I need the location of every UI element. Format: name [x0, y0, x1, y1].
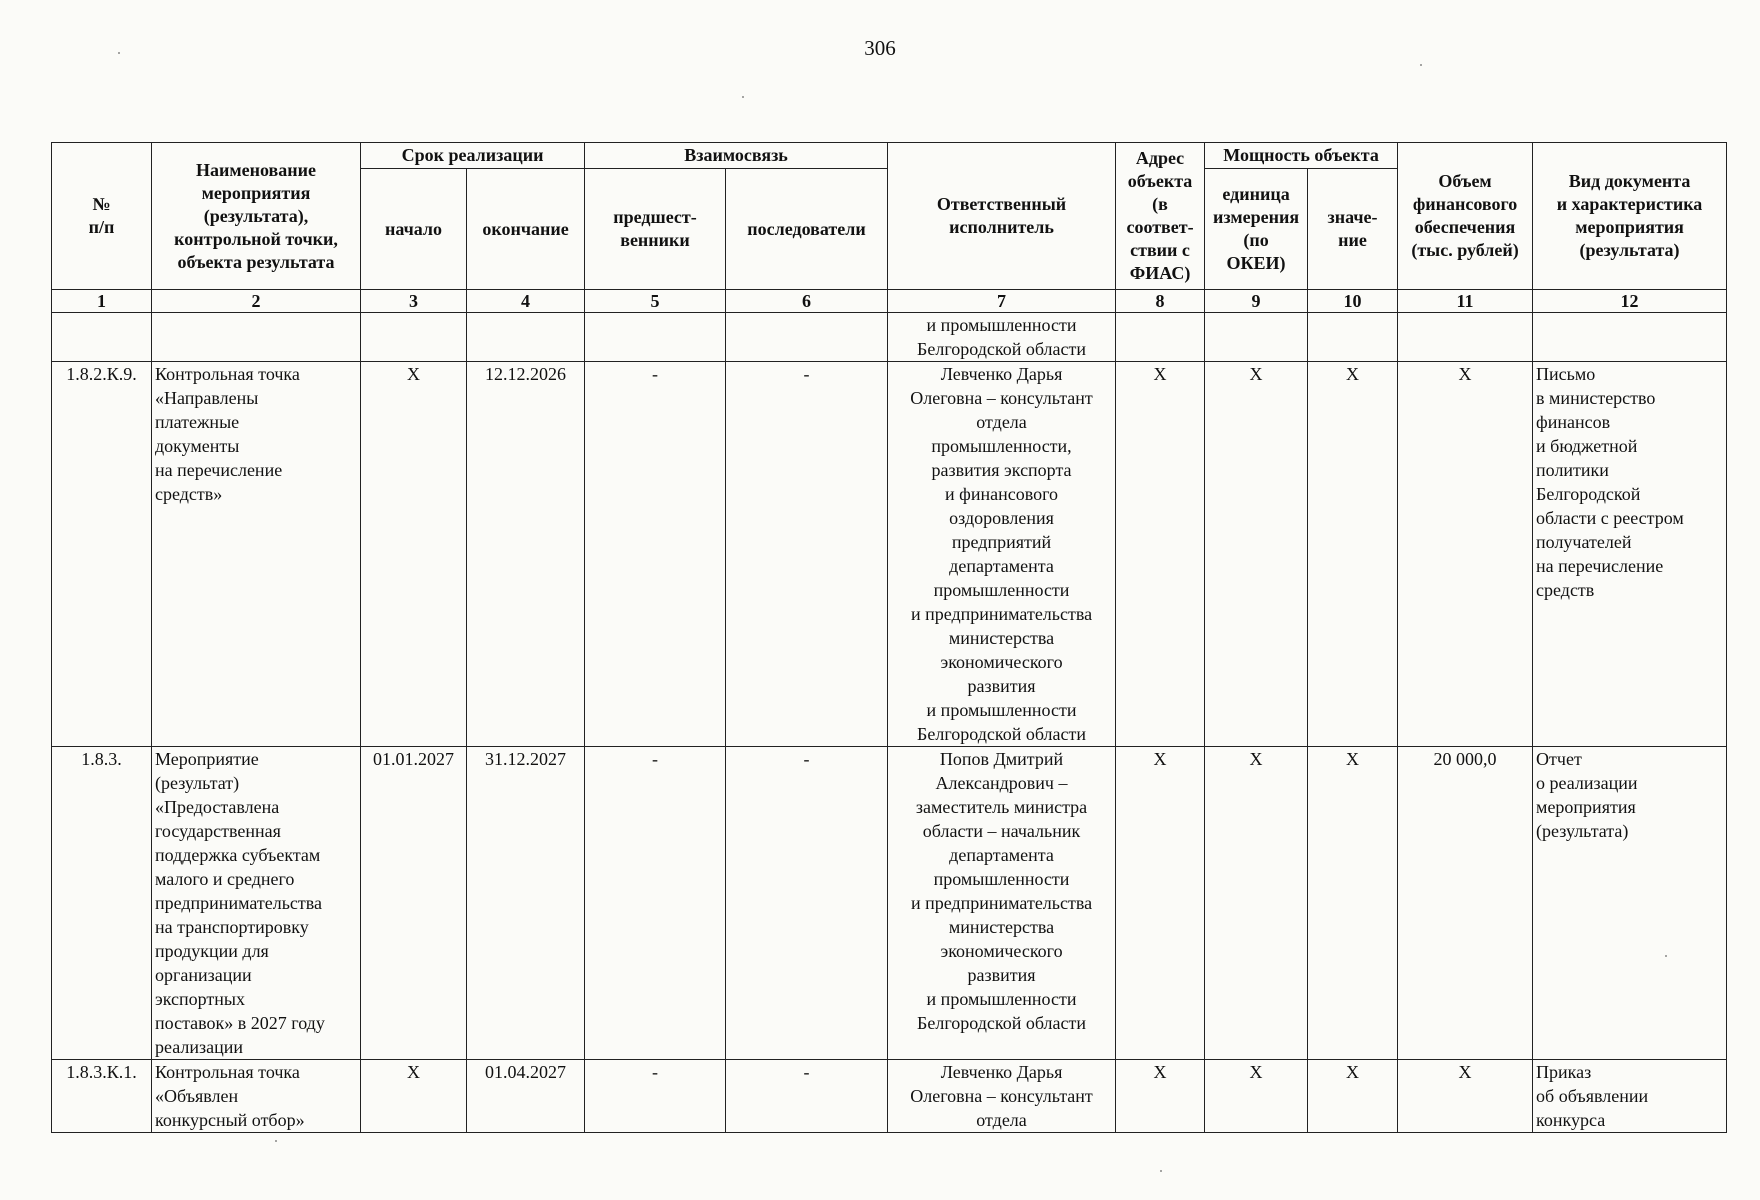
cell-executor: Попов Дмитрий Александрович – заместитель министра области – начальник департамента промышленности и предпринимательства министерства экономического развития и промышленности Белгородской области: [888, 747, 1116, 1060]
cell-value: X: [1308, 1060, 1398, 1133]
cell-executor: Левченко Дарья Олеговна – консультант отдела: [888, 1060, 1116, 1133]
cell-num: 1.8.3.К.1.: [52, 1060, 152, 1133]
cell-pred: -: [585, 747, 726, 1060]
cell-executor: Левченко Дарья Олеговна – консультант отдела промышленности, развития экспорта и финансового оздоровления предприятий департамента промышленности и предпринимательства министерства экономического развития и промышленности Белгородской области: [888, 362, 1116, 747]
col-number: 12: [1533, 290, 1727, 313]
header-capacity: Мощность объекта: [1205, 143, 1398, 169]
cell-value: X: [1308, 747, 1398, 1060]
header-link-pred: предшест- венники: [585, 169, 726, 290]
cell-doc: [1533, 313, 1727, 362]
col-number: 6: [726, 290, 888, 313]
cell-start: X: [361, 1060, 467, 1133]
scan-speck: [742, 96, 744, 98]
cell-num: [52, 313, 152, 362]
cell-address: [1116, 313, 1205, 362]
header-finance: Объем финансового обеспечения (тыс. рублей): [1398, 143, 1533, 290]
cell-finance: X: [1398, 362, 1533, 747]
col-number: 9: [1205, 290, 1308, 313]
plan-table: [51, 142, 1727, 1133]
cell-address: X: [1116, 362, 1205, 747]
page-number: 306: [864, 36, 896, 60]
cell-doc: Отчет о реализации мероприятия (результата): [1533, 747, 1727, 1060]
cell-name: Контрольная точка «Направлены платежные документы на перечисление средств»: [152, 362, 361, 747]
header-num: № п/п: [52, 143, 152, 290]
cell-succ: -: [726, 1060, 888, 1133]
cell-doc: Письмо в министерство финансов и бюджетной политики Белгородской области с реестром получателей на перечисление средств: [1533, 362, 1727, 747]
cell-num: 1.8.3.: [52, 747, 152, 1060]
table-row: [52, 747, 1727, 1060]
cell-start: [361, 313, 467, 362]
table-row: [52, 362, 1727, 747]
cell-value: X: [1308, 362, 1398, 747]
cell-end: 12.12.2026: [467, 362, 585, 747]
cell-finance: 20 000,0: [1398, 747, 1533, 1060]
cell-doc: Приказ об объявлении конкурса: [1533, 1060, 1727, 1133]
header-executor: Ответственный исполнитель: [888, 143, 1116, 290]
table-row: [52, 313, 1727, 362]
scan-speck: [1665, 955, 1667, 957]
col-number: 7: [888, 290, 1116, 313]
cell-pred: [585, 313, 726, 362]
header-term: Срок реализации: [361, 143, 585, 169]
cell-num: 1.8.2.К.9.: [52, 362, 152, 747]
scan-speck: [1420, 64, 1422, 66]
cell-address: X: [1116, 1060, 1205, 1133]
col-number: 8: [1116, 290, 1205, 313]
cell-finance: X: [1398, 1060, 1533, 1133]
header-cap-value: значе- ние: [1308, 169, 1398, 290]
cell-address: X: [1116, 747, 1205, 1060]
cell-end: [467, 313, 585, 362]
header-name: Наименование мероприятия (результата), контрольной точки, объекта результата: [152, 143, 361, 290]
cell-pred: -: [585, 362, 726, 747]
cell-name: [152, 313, 361, 362]
cell-pred: -: [585, 1060, 726, 1133]
scan-speck: [275, 1140, 277, 1142]
col-number: 3: [361, 290, 467, 313]
header-link: Взаимосвязь: [585, 143, 888, 169]
header-doc: Вид документа и характеристика мероприятия (результата): [1533, 143, 1727, 290]
col-number: 2: [152, 290, 361, 313]
table-row: [52, 1060, 1727, 1133]
cell-value: [1308, 313, 1398, 362]
col-number: 1: [52, 290, 152, 313]
cell-unit: [1205, 313, 1308, 362]
cell-succ: [726, 313, 888, 362]
cell-finance: [1398, 313, 1533, 362]
header-term-end: окончание: [467, 169, 585, 290]
header-term-start: начало: [361, 169, 467, 290]
cell-end: 31.12.2027: [467, 747, 585, 1060]
cell-unit: X: [1205, 747, 1308, 1060]
header-cap-unit: единица измерения (по ОКЕИ): [1205, 169, 1308, 290]
cell-succ: -: [726, 747, 888, 1060]
cell-name: Мероприятие (результат) «Предоставлена государственная поддержка субъектам малого и среднего предпринимательства на транспортировку продукции для организации экспортных поставок» в 2027 году реализации: [152, 747, 361, 1060]
header-address: Адрес объекта (в соответ- ствии с ФИАС): [1116, 143, 1205, 290]
header-link-succ: последователи: [726, 169, 888, 290]
cell-unit: X: [1205, 1060, 1308, 1133]
col-number: 10: [1308, 290, 1398, 313]
cell-succ: -: [726, 362, 888, 747]
col-number: 5: [585, 290, 726, 313]
cell-executor: и промышленности Белгородской области: [888, 313, 1116, 362]
cell-end: 01.04.2027: [467, 1060, 585, 1133]
cell-start: X: [361, 362, 467, 747]
scan-speck: [1160, 1170, 1162, 1172]
col-number: 4: [467, 290, 585, 313]
cell-unit: X: [1205, 362, 1308, 747]
cell-name: Контрольная точка «Объявлен конкурсный отбор»: [152, 1060, 361, 1133]
scan-speck: [118, 52, 120, 54]
col-number: 11: [1398, 290, 1533, 313]
cell-start: 01.01.2027: [361, 747, 467, 1060]
